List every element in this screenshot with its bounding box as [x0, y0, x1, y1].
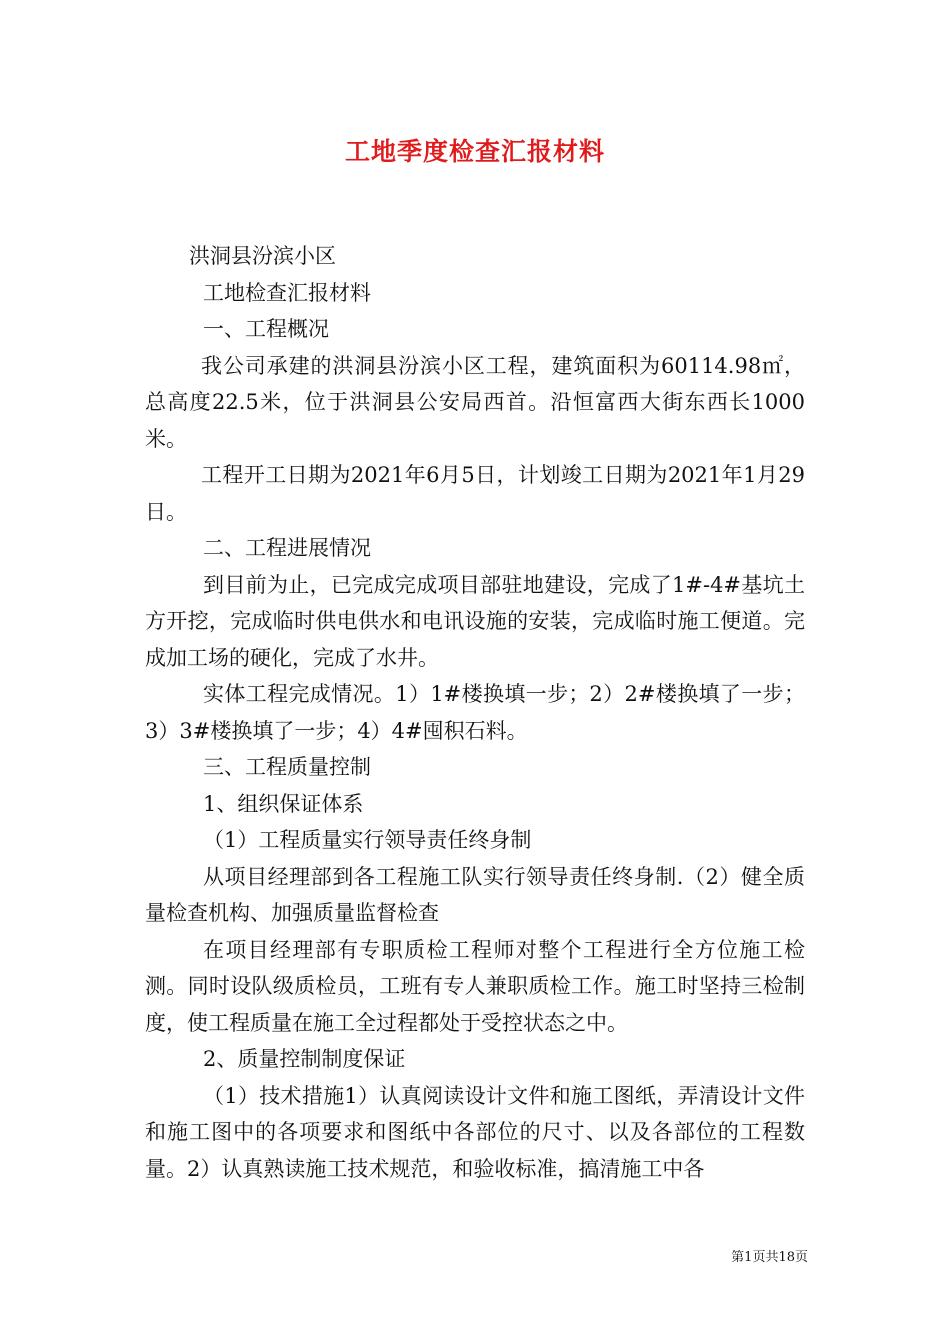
subheading-organization: 1、组织保证体系 [203, 791, 364, 816]
page-number: 第1页共18页 [731, 1250, 808, 1265]
document-body [145, 238, 805, 1187]
paragraph-technical-measures: （1）技术措施1）认真阅读设计文件和施工图纸，弄清设计文件和施工图中的各项要求和图纸中各部位的尺寸、以及各部位的工程数量。2）认真熟读施工技术规范，和验收标准，搞清施工中各 [145, 1083, 805, 1181]
paragraph-report-title: 工地检查汇报材料 [203, 280, 371, 305]
paragraph-overview: 我公司承建的洪洞县汾滨小区工程，建筑面积为60114.98㎡，总高度22.5米，位于洪洞县公安局西首。沿恒富西大街东西长1000米。 [145, 353, 805, 451]
subheading-responsibility: （1）工程质量实行领导责任终身制 [203, 828, 532, 852]
paragraph-schedule: 工程开工日期为2021年6月5日，计划竣工日期为2021年1月29日。 [145, 463, 805, 524]
paragraph-inspection: 在项目经理部有专职质检工程师对整个工程进行全方位施工检测。同时设队级质检员，工班有专人兼职质检工作。施工时坚持三检制度，使工程质量在施工全过程都处于受控状态之中。 [145, 937, 805, 1035]
section-heading-progress: 二、工程进展情况 [203, 536, 371, 560]
paragraph-responsibility: 从项目经理部到各工程施工队实行领导责任终身制.（2）健全质量检查机构、加强质量监督检查 [145, 864, 805, 925]
section-heading-overview: 一、工程概况 [203, 317, 329, 341]
paragraph-entity-progress: 实体工程完成情况。1）1#楼换填一步；2）2#楼换填了一步；3）3#楼换填了一步；4）4#囤积石料。 [145, 682, 805, 743]
section-heading-quality: 三、工程质量控制 [203, 755, 371, 779]
document-title: 工地季度检查汇报材料 [344, 137, 605, 166]
paragraph-project-name: 洪洞县汾滨小区 [189, 244, 336, 268]
subheading-quality-system: 2、质量控制制度保证 [203, 1047, 406, 1071]
paragraph-progress: 到目前为止，已完成完成项目部驻地建设，完成了1#-4#基坑土方开挖，完成临时供电供水和电讯设施的安装，完成临时施工便道。完成加工场的硬化，完成了水井。 [145, 572, 805, 670]
